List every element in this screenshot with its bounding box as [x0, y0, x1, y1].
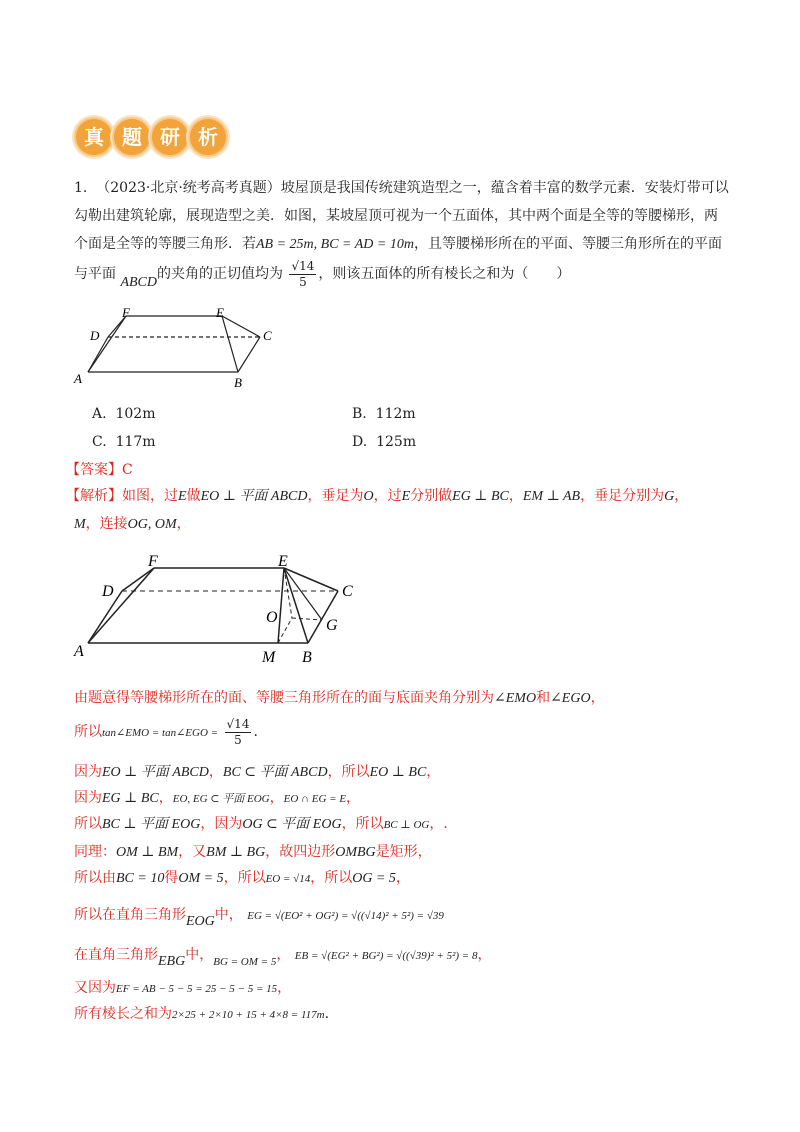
math-expr: OM ⊥ BM — [116, 845, 179, 860]
option-value: 112m — [375, 406, 416, 422]
math-expr: BM ⊥ BG — [206, 845, 266, 860]
total-edge-sum: 2×25 + 2×10 + 15 + 4×8 = 117m — [172, 1009, 325, 1021]
solution-text: ， — [208, 764, 223, 780]
solution-text: 中， — [214, 907, 243, 923]
math-expr: EO ∩ EG = E — [283, 793, 347, 805]
fraction-denominator: 5 — [299, 274, 307, 289]
solution-text: ，. — [429, 816, 448, 832]
point-m: M — [74, 517, 86, 532]
solution-text: ， — [277, 980, 292, 996]
triangle-ebg: EBG — [158, 954, 186, 969]
math-expr: EO, EG ⊂ 平面 EOG — [172, 793, 270, 805]
point-e: E — [401, 489, 411, 504]
option-d[interactable] — [352, 432, 416, 452]
analysis-label: 【解析】 — [66, 488, 122, 504]
math-expr: BC ⊥ 平面 EOG — [102, 817, 201, 832]
label-m: M — [262, 649, 276, 666]
option-letter: C. — [92, 434, 107, 450]
solution-step-9 — [74, 940, 491, 971]
option-b[interactable] — [352, 404, 416, 424]
solution-text: 同理： — [74, 844, 116, 860]
fraction-numerator: √14 — [291, 258, 315, 273]
label-e: E — [278, 553, 288, 570]
option-letter: A. — [92, 406, 107, 422]
tan-equation: tan∠EMO = tan∠EGO = — [102, 727, 219, 739]
solution-text: ， — [276, 947, 291, 963]
label-b: B — [302, 649, 312, 666]
solution-text: 所以 — [74, 724, 102, 740]
solution-step-3 — [74, 762, 440, 783]
math-expr: EO = √14 — [265, 873, 311, 885]
question-text: ，且等腰梯形所在的平面、等腰三角形所在的平面 — [413, 236, 722, 252]
solution-text: ， — [426, 764, 441, 780]
solution-text: ， — [269, 790, 284, 806]
badge-char-2: 题 — [112, 117, 152, 157]
solution-text: 因为 — [74, 790, 102, 806]
solution-text: 中， — [185, 947, 214, 963]
tan-fraction — [225, 717, 252, 748]
solution-text: 所以由 — [74, 870, 116, 886]
analysis-text: 做 — [186, 488, 201, 504]
solution-text: 因为 — [74, 764, 102, 780]
plane-abcd-math: ABCD — [120, 275, 158, 290]
solution-text: 所有棱长之和为 — [74, 1006, 172, 1022]
math-expr: OMBG — [335, 845, 376, 860]
solution-text: . — [324, 1006, 330, 1022]
triangle-eog: EOG — [186, 914, 215, 929]
math-expr: OG = 5 — [352, 871, 396, 886]
option-value: 125m — [376, 434, 417, 450]
solution-step-4 — [74, 788, 360, 809]
label-d: D — [90, 328, 100, 343]
analysis-text: 分别做 — [410, 488, 453, 504]
solution-text: ，所以 — [223, 870, 266, 886]
question-text: ，则该五面体的所有棱长之和为（ ） — [318, 266, 571, 282]
point-g: G — [664, 489, 675, 504]
eo-perp-abcd: EO ⊥ 平面 ABCD — [200, 489, 308, 504]
solution-step-8 — [74, 900, 444, 931]
math-expr: EO ⊥ BC — [369, 765, 427, 780]
analysis-text: ，垂足分别为 — [580, 488, 665, 504]
solution-text: ，所以 — [310, 870, 353, 886]
label-a: A — [74, 643, 84, 660]
analysis-text: ，垂足为 — [307, 488, 364, 504]
solution-step-11 — [74, 1004, 329, 1025]
solution-text: 和 — [536, 690, 551, 706]
eb-computation: EB = √(EG² + BG²) = √((√39)² + 5²) = 8 — [294, 950, 478, 962]
math-expr: EG ⊥ BC — [102, 791, 159, 806]
solution-step-5 — [74, 814, 448, 835]
analysis-text: ，连接 — [85, 516, 128, 532]
option-c[interactable] — [92, 432, 156, 452]
point-o: O — [363, 489, 374, 504]
solution-step-10 — [74, 978, 291, 999]
em-perp-ab: EM ⊥ AB — [522, 489, 581, 504]
angle-emo: ∠EMO — [494, 691, 537, 706]
solution-text: ，又 — [178, 844, 207, 860]
answer-value: C — [122, 462, 133, 478]
solution-text: ，故四边形 — [265, 844, 336, 860]
analysis-line-1 — [66, 486, 688, 507]
question-text: 的夹角的正切值均为 — [157, 266, 284, 282]
solution-text: ，因为 — [200, 816, 243, 832]
question-line-1 — [74, 178, 729, 198]
analysis-text: ， — [176, 516, 191, 532]
question-line-2: 勾勒出建筑轮廓，展现造型之美．如图，某坡屋顶可视为一个五面体，其中两个面是全等的等腰梯形，两 — [74, 208, 718, 224]
label-o: O — [266, 609, 278, 626]
question-text: 个面是全等的等腰三角形．若 — [74, 236, 256, 252]
solution-text: . — [253, 724, 258, 740]
math-expr: BC = 10 — [116, 871, 165, 886]
solution-text: ， — [158, 790, 173, 806]
math-expr: BC ⊂ 平面 ABCD — [222, 765, 328, 780]
solution-text: ，所以 — [341, 816, 384, 832]
bg-equation: BG = OM = 5 — [213, 956, 277, 968]
solution-text: 是矩形， — [375, 844, 432, 860]
option-value: 117m — [115, 434, 156, 450]
label-c: C — [263, 328, 272, 343]
badge-char-3: 研 — [150, 117, 190, 157]
solution-text: ， — [477, 947, 492, 963]
question-line-3 — [74, 234, 722, 255]
solution-text: 所以在直角三角形 — [74, 907, 186, 923]
label-e: E — [216, 305, 224, 320]
label-f: F — [148, 553, 158, 570]
option-a[interactable] — [92, 404, 155, 424]
solution-step-2 — [74, 716, 258, 749]
label-g: G — [326, 617, 338, 634]
analysis-line-2 — [74, 514, 191, 535]
label-a: A — [74, 371, 82, 386]
label-f: F — [122, 305, 130, 320]
solution-text: 由题意得等腰梯形所在的面、等腰三角形所在的面与底面夹角分别为 — [74, 690, 494, 706]
solution-text: ， — [346, 790, 361, 806]
math-expr: OG ⊂ 平面 EOG — [242, 817, 342, 832]
given-lengths-math: AB = 25m, BC = AD = 10m — [256, 237, 414, 252]
eg-perp-bc: EG ⊥ BC — [452, 489, 509, 504]
answer-line — [66, 460, 133, 480]
badge-char-1: 真 — [74, 117, 114, 157]
eg-computation: EG = √(EO² + OG²) = √((√14)² + 5²) = √39 — [247, 910, 444, 922]
tangent-fraction — [289, 259, 316, 290]
question-text: 与平面 — [74, 266, 116, 282]
label-b: B — [234, 375, 242, 390]
answer-label: 【答案】 — [66, 462, 122, 478]
ef-computation: EF = AB − 5 − 5 = 25 − 5 − 5 = 15 — [116, 983, 278, 995]
solution-text: ，所以 — [327, 764, 370, 780]
analysis-text: ， — [674, 488, 689, 504]
solution-text: 得 — [164, 870, 179, 886]
label-d: D — [102, 583, 114, 600]
label-c: C — [342, 583, 353, 600]
point-e: E — [178, 489, 187, 504]
option-value: 102m — [115, 406, 156, 422]
analysis-text: ，过 — [373, 488, 402, 504]
solution-step-7 — [74, 868, 410, 889]
pentahedron-figure-large — [70, 548, 370, 670]
question-number: 1. — [74, 180, 88, 196]
option-letter: B. — [352, 406, 367, 422]
analysis-text: 如图，过 — [122, 488, 178, 504]
segments-og-om: OG, OM — [127, 517, 177, 532]
solution-step-6 — [74, 842, 432, 863]
solution-text: ， — [590, 690, 605, 706]
option-letter: D. — [352, 434, 368, 450]
solution-text: 在直角三角形 — [74, 947, 158, 963]
angle-ego: ∠EGO — [550, 691, 591, 706]
question-source-text: （2023·北京·统考高考真题）坡屋顶是我国传统建筑造型之一，蕴含着丰富的数学元素．安装灯带可以 — [96, 180, 729, 196]
math-expr: BC ⊥ OG — [383, 819, 430, 831]
solution-text: ， — [395, 870, 410, 886]
solution-text: 所以 — [74, 816, 102, 832]
fraction-numerator: √14 — [226, 716, 250, 731]
math-expr: OM = 5 — [178, 871, 224, 886]
analysis-text: ， — [508, 488, 523, 504]
fraction-denominator: 5 — [234, 732, 242, 747]
math-expr: EO ⊥ 平面 ABCD — [102, 765, 209, 780]
badge-char-4: 析 — [188, 117, 228, 157]
question-line-4 — [74, 258, 570, 291]
solution-step-1 — [74, 688, 605, 709]
section-header-badges — [74, 117, 224, 155]
pentahedron-figure-small — [70, 304, 280, 394]
solution-text: 又因为 — [74, 980, 116, 996]
